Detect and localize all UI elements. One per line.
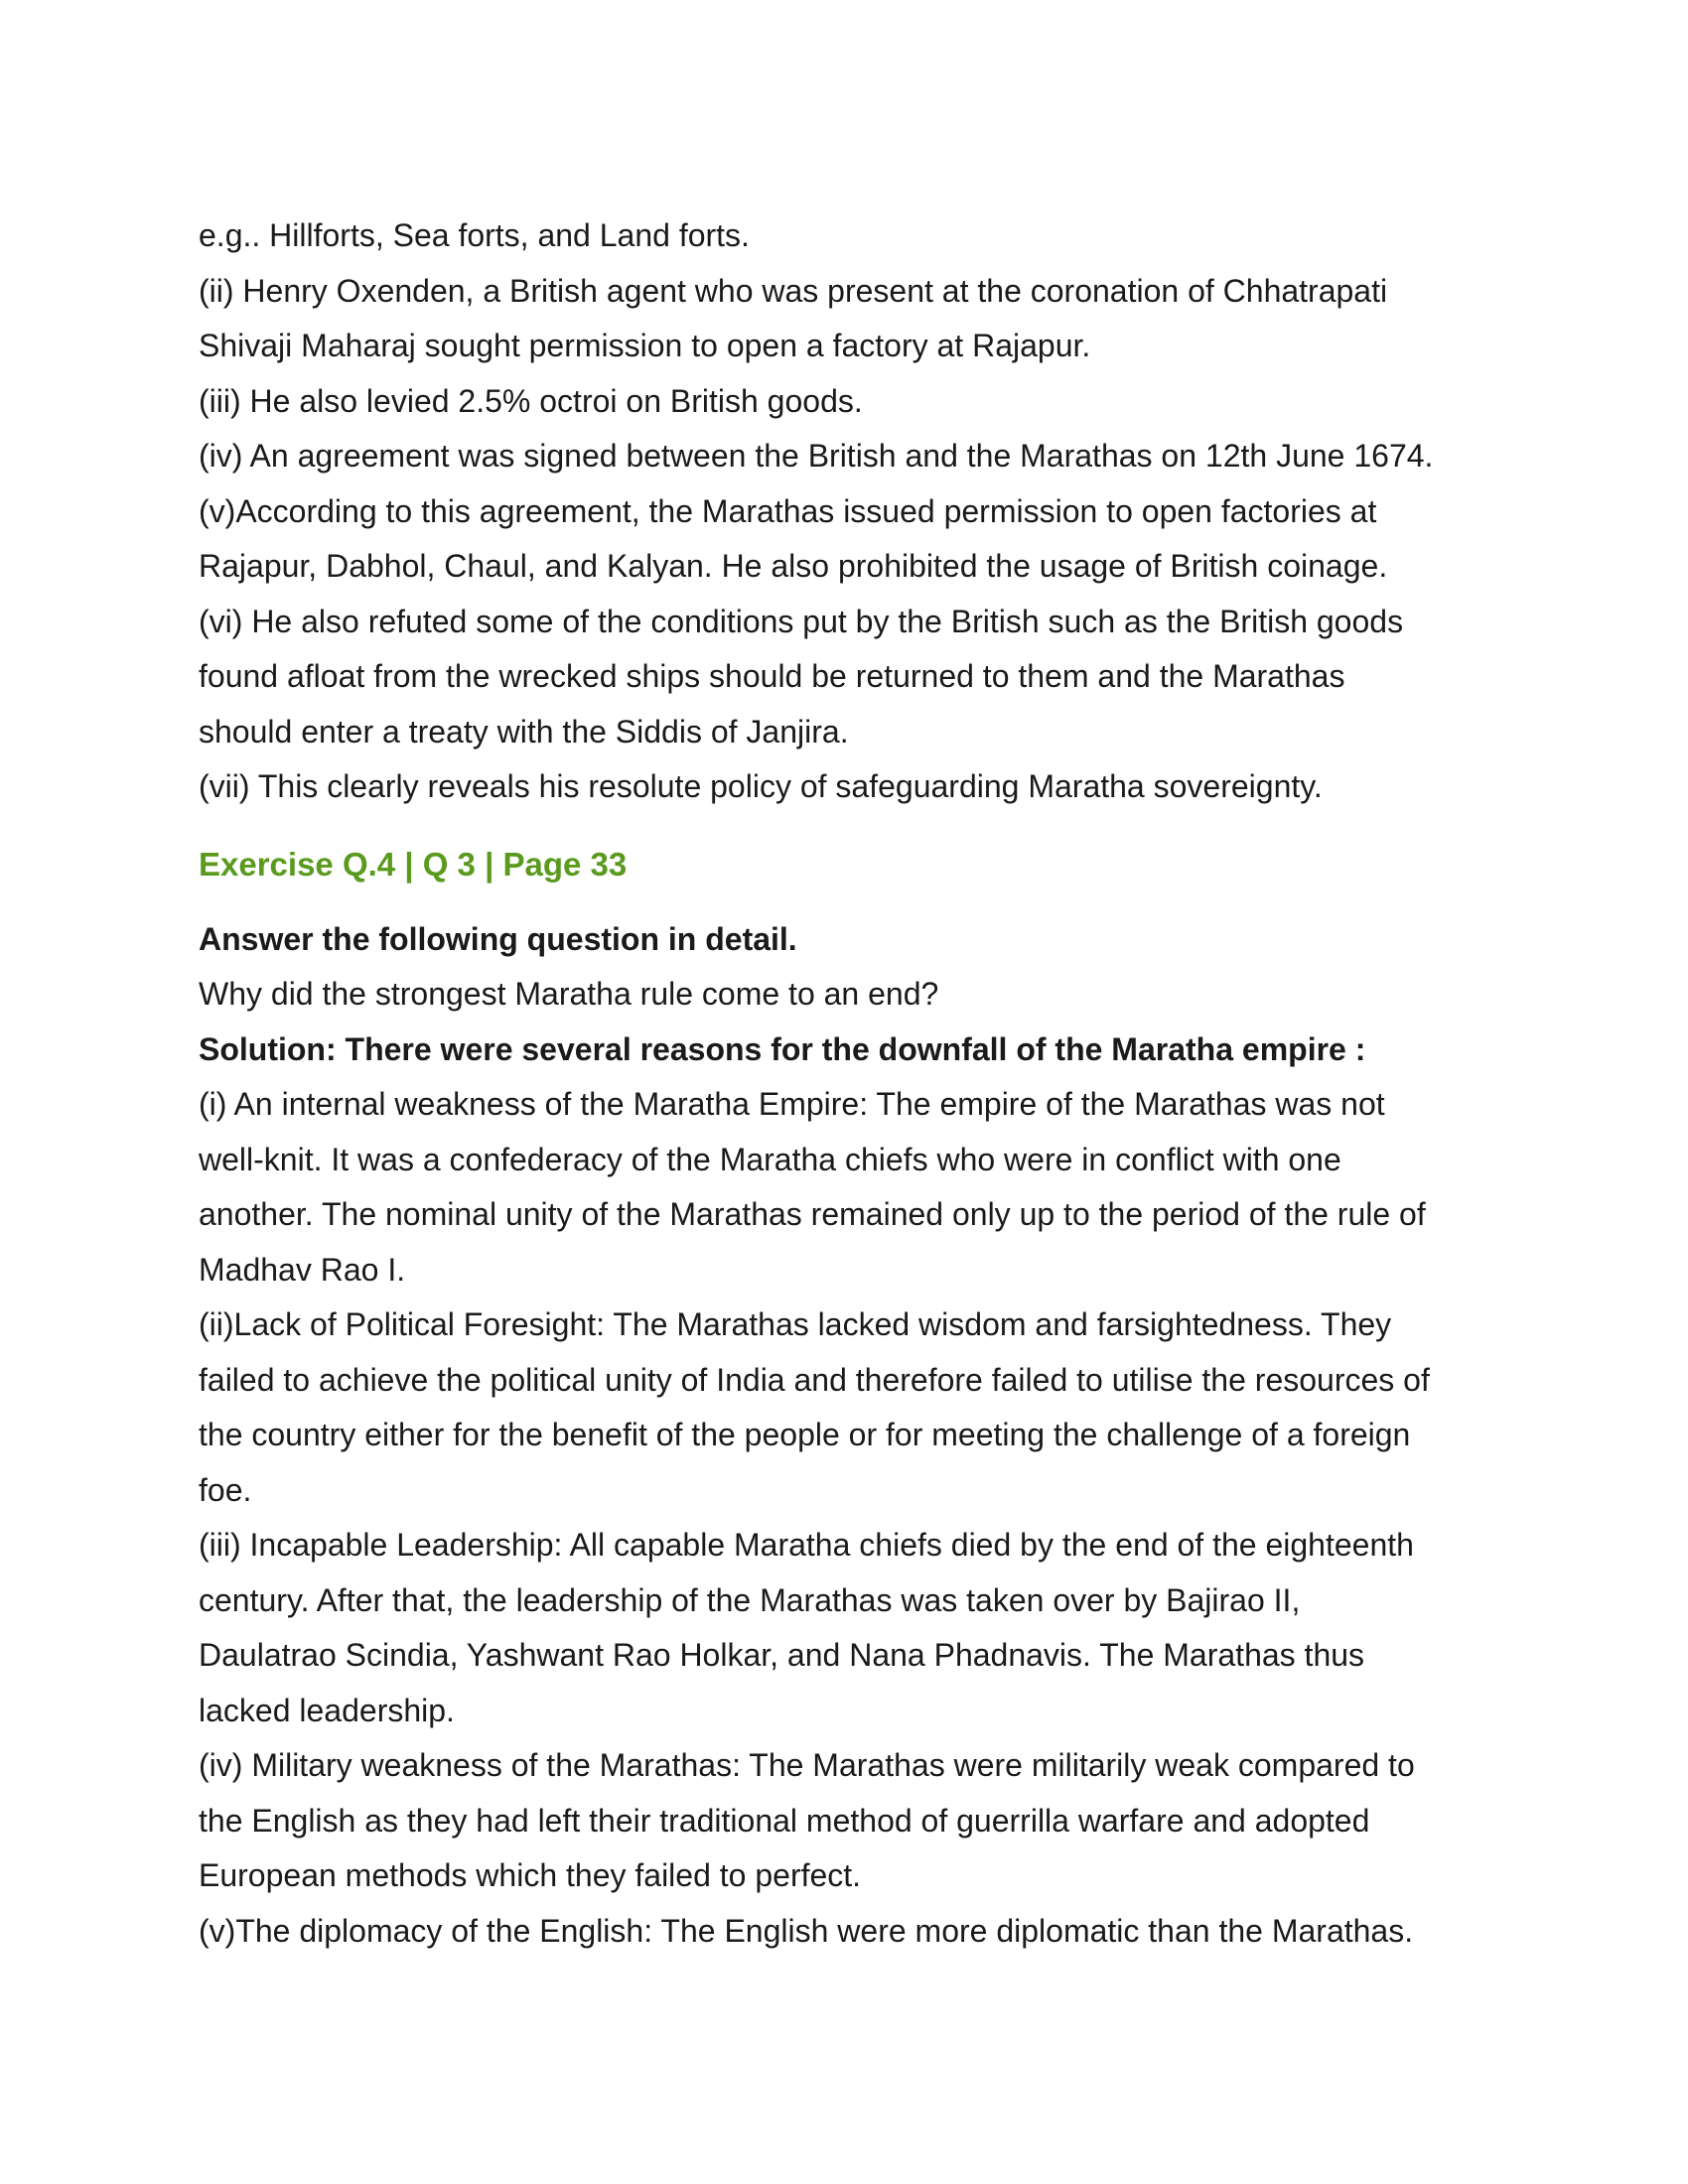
solution-line: lacked leadership. bbox=[199, 1692, 455, 1728]
text-line: (ii) Henry Oxenden, a British agent who was present at the coronation of Chhatrapati bbox=[199, 272, 1388, 309]
text-line: (v)According to this agreement, the Marathas issued permission to open factories at bbox=[199, 492, 1377, 529]
solution-intro: Solution: There were several reasons for the downfall of the Maratha empire : bbox=[199, 1030, 1366, 1067]
exercise-heading: Exercise Q.4 | Q 3 | Page 33 bbox=[199, 845, 628, 883]
question-instruction: Answer the following question in detail. bbox=[199, 920, 797, 957]
text-line: should enter a treaty with the Siddis of Janjira. bbox=[199, 713, 849, 750]
solution-line: (v)The diplomacy of the English: The English were more diplomatic than the Marathas. bbox=[199, 1912, 1414, 1949]
solution-line: (iv) Military weakness of the Marathas: The Marathas were militarily weak compared to bbox=[199, 1747, 1415, 1783]
text-line: Rajapur, Dabhol, Chaul, and Kalyan. He also prohibited the usage of British coinage. bbox=[199, 548, 1388, 584]
solution-line: failed to achieve the political unity of India and therefore failed to utilise the resources of bbox=[199, 1361, 1430, 1398]
solution-line: century. After that, the leadership of the Marathas was taken over by Bajirao II, bbox=[199, 1581, 1301, 1618]
document-page bbox=[199, 208, 1509, 1959]
solution-line: the English as they had left their traditional method of guerrilla warfare and adopted bbox=[199, 1802, 1370, 1839]
solution-line: (i) An internal weakness of the Maratha Empire: The empire of the Marathas was not bbox=[199, 1086, 1385, 1122]
text-line: found afloat from the wrecked ships should be returned to them and the Marathas bbox=[199, 658, 1345, 694]
previous-answer-block bbox=[199, 208, 1509, 815]
text-line: e.g.. Hillforts, Sea forts, and Land forts. bbox=[199, 217, 750, 253]
solution-line: the country either for the benefit of the people or for meeting the challenge of a foreign bbox=[199, 1417, 1411, 1452]
text-line: Shivaji Maharaj sought permission to open a factory at Rajapur. bbox=[199, 328, 1091, 363]
text-line: (vi) He also refuted some of the conditions put by the British such as the British goods bbox=[199, 603, 1404, 639]
text-line: (iii) He also levied 2.5% octroi on British goods. bbox=[199, 382, 863, 419]
question-text: Why did the strongest Maratha rule come to an end? bbox=[199, 976, 939, 1012]
solution-line: another. The nominal unity of the Marathas remained only up to the period of the rule of bbox=[199, 1196, 1426, 1232]
solution-line: Madhav Rao I. bbox=[199, 1251, 406, 1288]
solution-line: well-knit. It was a confederacy of the Maratha chiefs who were in conflict with one bbox=[199, 1141, 1341, 1177]
solution-line: Daulatrao Scindia, Yashwant Rao Holkar, and Nana Phadnavis. The Marathas thus bbox=[199, 1637, 1365, 1673]
solution-line: (ii)Lack of Political Foresight: The Marathas lacked wisdom and farsightedness. They bbox=[199, 1306, 1392, 1342]
solution-line: (iii) Incapable Leadership: All capable Maratha chiefs died by the end of the eighteenth bbox=[199, 1527, 1414, 1563]
text-line: (vii) This clearly reveals his resolute policy of safeguarding Maratha sovereignty. bbox=[199, 768, 1323, 804]
exercise-block bbox=[199, 912, 1509, 1960]
solution-line: foe. bbox=[199, 1471, 252, 1508]
solution-line: European methods which they failed to perfect. bbox=[199, 1857, 862, 1893]
text-line: (iv) An agreement was signed between the British and the Marathas on 12th June 1674. bbox=[199, 438, 1434, 474]
